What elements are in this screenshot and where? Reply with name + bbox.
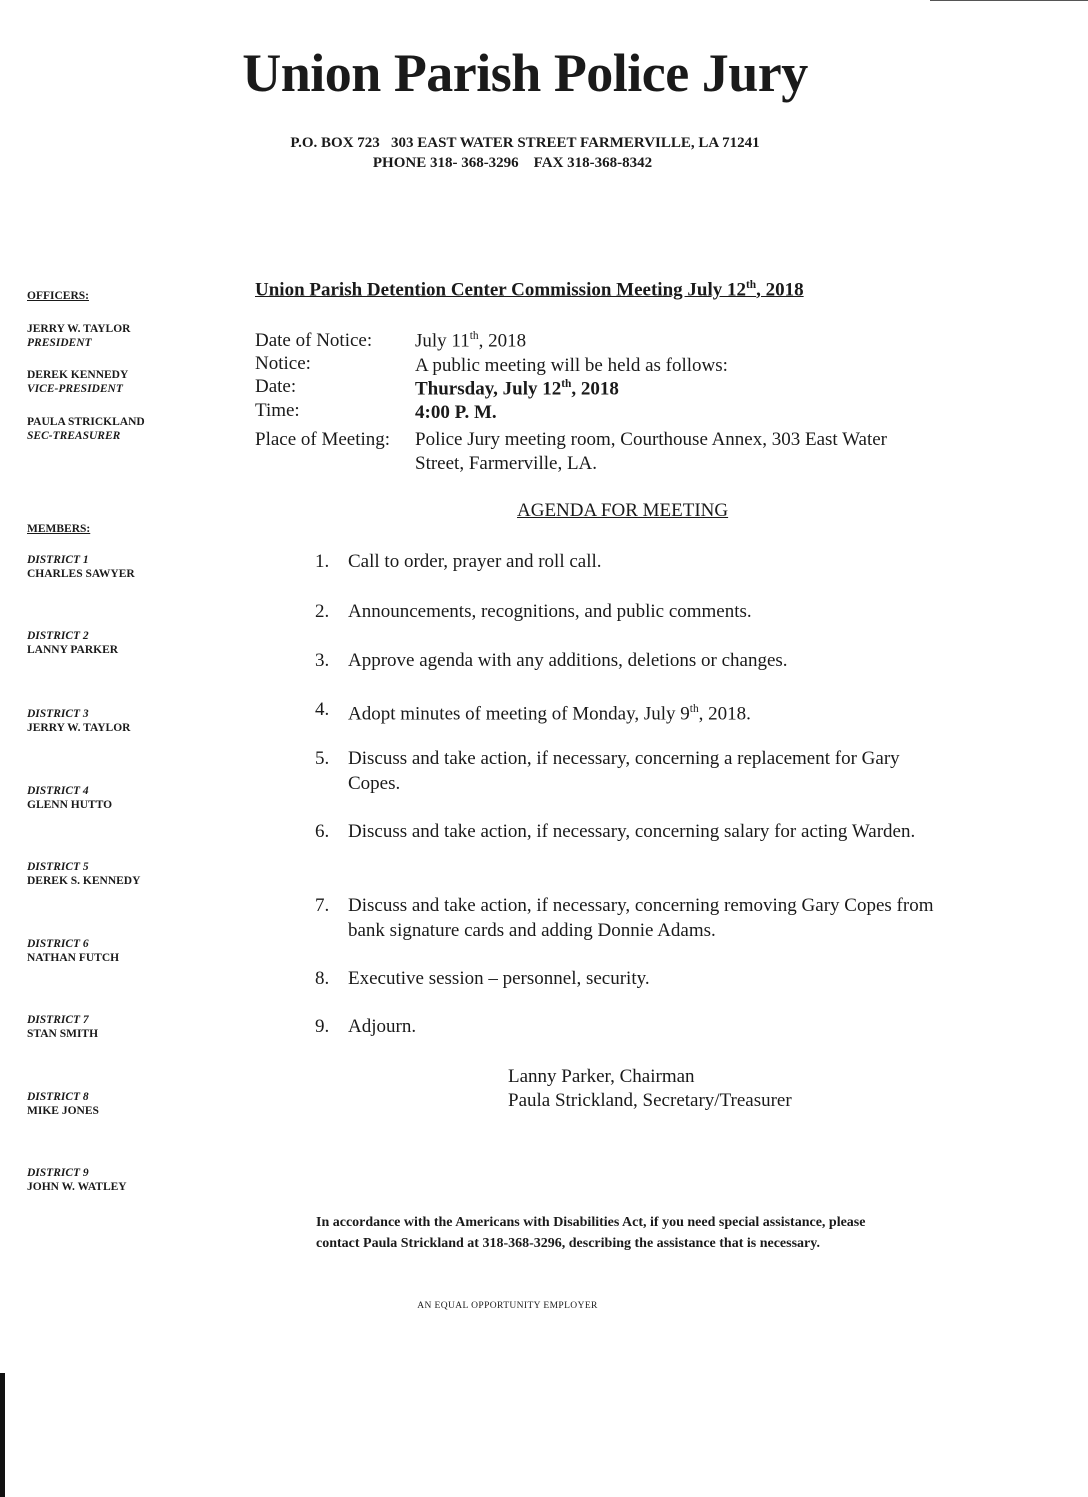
member-district: DISTRICT 5 bbox=[27, 861, 89, 873]
agenda-item-number: 3. bbox=[315, 650, 330, 671]
officer-entry bbox=[27, 322, 130, 350]
officer-name: PAULA STRICKLAND bbox=[27, 416, 145, 428]
member-name: NATHAN FUTCH bbox=[27, 952, 120, 964]
member-name: MIKE JONES bbox=[27, 1105, 99, 1117]
member-district: DISTRICT 1 bbox=[27, 554, 89, 566]
notice-label: Notice: bbox=[255, 353, 311, 374]
member-entry bbox=[27, 553, 135, 581]
place-label: Place of Meeting: bbox=[255, 429, 391, 450]
member-district: DISTRICT 8 bbox=[27, 1091, 89, 1103]
officer-role: PRESIDENT bbox=[27, 337, 92, 349]
member-entry bbox=[27, 937, 119, 965]
agenda-item-text: Adjourn. bbox=[348, 1016, 417, 1037]
agenda-item-number: 8. bbox=[315, 968, 330, 989]
notice-value: A public meeting will be held as follows: bbox=[415, 355, 728, 376]
agenda-item bbox=[315, 549, 935, 574]
meeting-heading: Union Parish Detention Center Commission Meeting July 12th, 2018 bbox=[255, 279, 804, 301]
agenda-item bbox=[315, 966, 935, 991]
agenda-item-number: 2. bbox=[315, 601, 330, 622]
time-label: Time: bbox=[255, 400, 300, 421]
member-entry bbox=[27, 1166, 127, 1194]
officer-entry bbox=[27, 368, 128, 396]
agenda-item-number: 1. bbox=[315, 551, 330, 572]
agenda-item-text: Discuss and take action, if necessary, concerning salary for acting Warden. bbox=[348, 821, 916, 842]
member-entry bbox=[27, 1090, 99, 1118]
signature-chairman: Lanny Parker, Chairman bbox=[508, 1066, 695, 1087]
agenda-item bbox=[315, 697, 935, 726]
officer-name: DEREK KENNEDY bbox=[27, 369, 129, 381]
member-name: JERRY W. TAYLOR bbox=[27, 722, 131, 734]
agenda-item-text: Approve agenda with any additions, deletions or changes. bbox=[348, 650, 788, 671]
scan-top-rule bbox=[930, 0, 1088, 1]
agenda-item-number: 4. bbox=[315, 699, 330, 720]
agenda-item bbox=[315, 893, 935, 943]
date-value: Thursday, July 12th, 2018 bbox=[415, 378, 619, 400]
signature-secretary: Paula Strickland, Secretary/Treasurer bbox=[508, 1090, 792, 1111]
member-entry bbox=[27, 860, 140, 888]
member-name: STAN SMITH bbox=[27, 1028, 99, 1040]
agenda-item bbox=[315, 648, 935, 673]
members-heading: MEMBERS: bbox=[27, 523, 91, 535]
member-entry bbox=[27, 707, 130, 735]
member-district: DISTRICT 6 bbox=[27, 938, 89, 950]
letterhead-phone: PHONE 318- 368-3296 FAX 318-368-8342 bbox=[372, 155, 653, 171]
scan-edge-mark bbox=[0, 1373, 5, 1497]
place-value-line1: Police Jury meeting room, Courthouse Annex, 303 East Water bbox=[415, 429, 887, 450]
agenda-item-text: Adopt minutes of meeting of Monday, July 9th, 2018. bbox=[348, 703, 751, 725]
ada-notice: In accordance with the Americans with Disabilities Act, if you need special assistance, please contact Paula Strickland at 318-368-3296, describing the assistance that is necessary. bbox=[316, 1215, 866, 1251]
officers-heading: OFFICERS: bbox=[27, 290, 89, 302]
member-district: DISTRICT 7 bbox=[27, 1014, 89, 1026]
letterhead-address: P.O. BOX 723 303 EAST WATER STREET FARMERVILLE, LA 71241 bbox=[290, 135, 760, 151]
officer-role: VICE-PRESIDENT bbox=[27, 383, 123, 395]
agenda-item-text: Call to order, prayer and roll call. bbox=[348, 551, 602, 572]
date-of-notice-label: Date of Notice: bbox=[255, 330, 373, 351]
agenda-item-text: Announcements, recognitions, and public comments. bbox=[348, 601, 752, 622]
agenda-item-text: Discuss and take action, if necessary, concerning removing Gary Copes from bank signature cards and adding Donnie Adams. bbox=[348, 895, 934, 941]
letterhead-title: Union Parish Police Jury bbox=[242, 43, 808, 103]
agenda-item-text: Executive session – personnel, security. bbox=[348, 968, 650, 989]
member-name: CHARLES SAWYER bbox=[27, 568, 135, 580]
member-district: DISTRICT 9 bbox=[27, 1167, 89, 1179]
agenda-item-number: 6. bbox=[315, 821, 330, 842]
agenda-item-number: 9. bbox=[315, 1016, 330, 1037]
agenda-heading: AGENDA FOR MEETING bbox=[517, 500, 729, 521]
member-district: DISTRICT 4 bbox=[27, 785, 89, 797]
agenda-item bbox=[315, 1014, 935, 1039]
member-name: JOHN W. WATLEY bbox=[27, 1181, 127, 1193]
member-district: DISTRICT 3 bbox=[27, 708, 89, 720]
member-entry bbox=[27, 784, 112, 812]
member-name: GLENN HUTTO bbox=[27, 799, 113, 811]
agenda-item-number: 7. bbox=[315, 895, 330, 916]
agenda-item bbox=[315, 819, 935, 844]
member-name: DEREK S. KENNEDY bbox=[27, 875, 141, 887]
agenda-item-text: Discuss and take action, if necessary, concerning a replacement for Gary Copes. bbox=[348, 748, 900, 794]
agenda-item bbox=[315, 599, 935, 624]
member-name: LANNY PARKER bbox=[27, 644, 119, 656]
officer-entry bbox=[27, 415, 145, 443]
member-entry bbox=[27, 1013, 98, 1041]
member-district: DISTRICT 2 bbox=[27, 630, 89, 642]
agenda-item bbox=[315, 746, 935, 796]
member-entry bbox=[27, 629, 118, 657]
equal-opportunity-footer: AN EQUAL OPPORTUNITY EMPLOYER bbox=[417, 1301, 598, 1311]
officer-name: JERRY W. TAYLOR bbox=[27, 323, 131, 335]
agenda-item-number: 5. bbox=[315, 748, 330, 769]
place-value-line2: Street, Farmerville, LA. bbox=[415, 453, 598, 474]
time-value: 4:00 P. M. bbox=[415, 402, 497, 423]
date-label: Date: bbox=[255, 376, 297, 397]
date-of-notice-value: July 11th, 2018 bbox=[415, 330, 527, 352]
officer-role: SEC-TREASURER bbox=[27, 430, 121, 442]
